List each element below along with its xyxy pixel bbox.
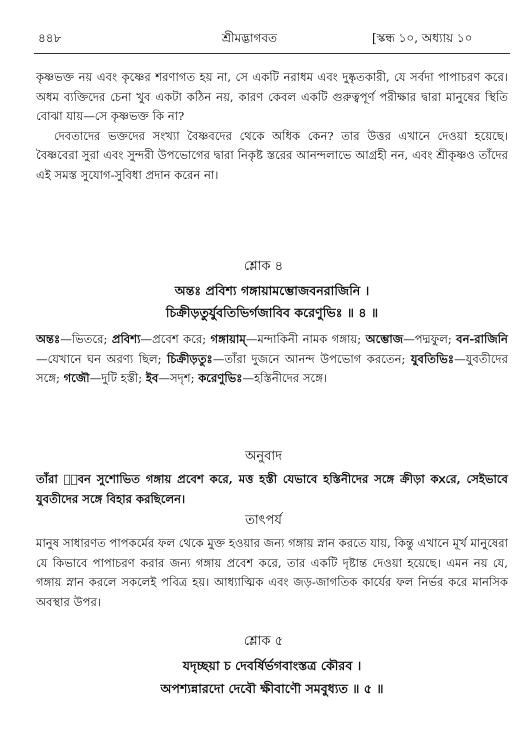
- translation-heading: অনুবাদ: [245, 449, 282, 464]
- synonym-term: চিক্রীড়তুঃ: [166, 351, 213, 366]
- synonym-term: ইব: [145, 371, 159, 386]
- synonym-term: গজৌ: [63, 371, 90, 386]
- translation-section: [36, 470, 508, 509]
- intro-paragraph-2: দেবতাদের ভক্তদের সংখ্যা বৈষ্ণবদের থেকে অধিক কেন? তার উত্তর এখানে দেওয়া হয়েছে। বৈষ্ণবেরা সুরা এবং সুন্দরী উপভোগের দ্বারা নিকৃষ্ট স্তরের আনন্দলাভে আগ্রহী নন, এবং শ্রীকৃষ্ণও তাঁদের এই সমস্ত সুযোগ-সুবিধা প্রদান করেন না।: [36, 128, 508, 182]
- synonym-meaning: যুবতীদের সঙ্গে;: [36, 351, 508, 386]
- verse-5-heading: শ্লোক ৫: [243, 634, 284, 649]
- intro-paragraph-1: কৃষ্ণভক্ত নয় এবং কৃষ্ণের শরণাগত হয় না, সে একটি নরাধম এবং দুষ্কৃতকারী, যে সর্বদা পাপাচরণ করে। অধম ব্যক্তিদের চেনা খুব একটা কঠিন নয়, কারণ কেবল একটি গুরুত্বপূর্ণ পরীক্ষার দ্বারা মানুষের স্থিতি বোঝা যায়—সে কৃষ্ণভক্ত কি না?: [36, 70, 508, 124]
- synonym-term: করেণুভিঃ: [198, 371, 243, 386]
- synonym-meaning: ভিতরে;: [71, 332, 112, 346]
- synonym-meaning: তাঁরা দুজনে আনন্দ উপভোগ করতেন;: [224, 351, 411, 366]
- verse-4-heading: শ্লোক ৪: [243, 259, 284, 274]
- synonym-meaning: মন্দাকিনী নামক গঙ্গায়;: [257, 332, 366, 346]
- purport-section: [36, 534, 508, 612]
- verse-5-line-2: অপশ্যন্নারদো দেবৌ ক্ষীবাণৌ সমবুধ্যত ॥ ৫ ॥: [160, 681, 384, 696]
- verse-5-line-1: যদৃচ্ছয়া চ দেবর্ষির্ভগবাংস্তত্র কৌরব ।: [182, 658, 362, 673]
- synonym-meaning: হস্তিনীদের সঙ্গে।: [254, 371, 328, 386]
- synonym-meaning: যেখানে ঘন অরণ্য ছিল;: [47, 351, 167, 366]
- synonym-meaning: সদৃশ;: [169, 371, 199, 386]
- synonym-term: বন-রাজিনি: [456, 332, 508, 346]
- synonym-term: গঙ্গায়াম্: [210, 332, 246, 346]
- page-number: ৪৪৮: [38, 31, 62, 45]
- translation-text: তাঁরা প᳚বন সুশোভিত গঙ্গায় প্রবেশ করে, মত্ত হস্তী যেভাবে হস্তিনীদের সঙ্গে ক্রীড়া কᰞরে, সেইভাবে যুবতীদের সঙ্গে বিহার করছিলেন।: [36, 472, 508, 506]
- book-title: শ্রীমদ্ভাগবত: [222, 31, 278, 45]
- synonyms-paragraph: অন্তঃ—ভিতরে; প্রবিশ্য—প্রবেশ করে; গঙ্গায়াম্—মন্দাকিনী নামক গঙ্গায়; অম্ভোজ—পদ্মফুল; বন-রাজিনি—যেখানে ঘন অরণ্য ছিল; চিক্রীড়তুঃ—তাঁরা দুজনে আনন্দ উপভোগ করতেন; যুবতিভিঃ—যুবতীদের সঙ্গে; গজৌ—দুটি হস্তী; ইব—সদৃশ; করেণুভিঃ—হস্তিনীদের সঙ্গে।: [36, 332, 508, 386]
- intro-section: [36, 68, 508, 186]
- synonym-term: অন্তঃ: [36, 332, 61, 346]
- synonym-meaning: প্রবেশ করে;: [152, 332, 211, 346]
- synonym-meaning: পদ্মফুল;: [414, 332, 457, 346]
- verse-4-line-2: চিক্রীড়তুর্যুবতিভির্গজাবিব করেণুভিঃ ॥ ৪ ॥: [165, 305, 379, 320]
- synonym-term: যুবতিভিঃ: [410, 351, 455, 366]
- purport-heading: তাৎপর্য: [245, 513, 282, 528]
- purport-text: মানুষ সাধারণত পাপকর্মের ফল থেকে মুক্ত হওয়ার জন্য গঙ্গায় স্নান করতে যায়, কিন্তু এখানে মূর্খ মানুষেরা যে কিভাবে পাপাচরণ করার জন্য গঙ্গায় প্রবেশ করে, তার একটি দৃষ্টান্ত দেওয়া হয়েছে। এমন নয় যে, গঙ্গায় স্নান করলে সকলেই পবিত্র হয়। আধ্যাত্মিক এবং জড়-জাগতিক কার্যের ফল নির্ভর করে মানসিক অবস্থার উপর।: [36, 536, 508, 609]
- verse-4-line-1: অন্তঃ প্রবিশ্য গঙ্গায়ামম্ভোজবনরাজিনি ।: [174, 283, 370, 298]
- synonyms: [36, 330, 508, 389]
- synonym-meaning: দুটি হস্তী;: [101, 371, 146, 386]
- chapter-reference: [স্কন্ধ ১০, অধ্যায় ১০: [372, 31, 473, 45]
- synonym-term: অম্ভোজ: [365, 332, 404, 346]
- synonym-term: প্রবিশ্য: [111, 332, 141, 346]
- header-rule: [34, 53, 510, 54]
